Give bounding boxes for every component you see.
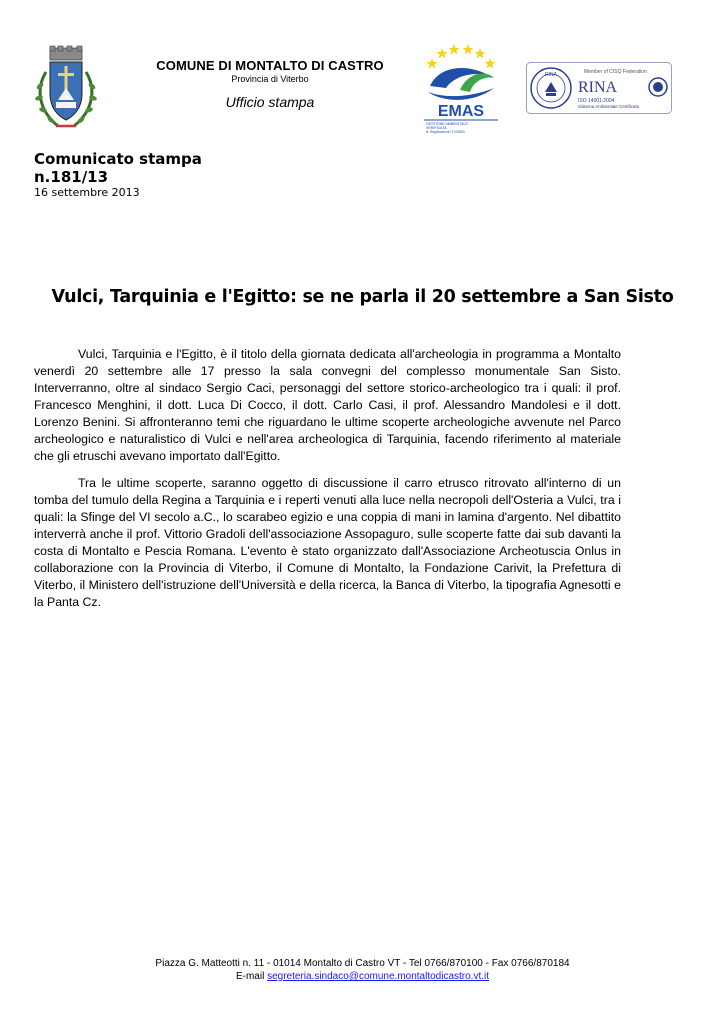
- comunicato-title: Comunicato stampa: [34, 150, 202, 168]
- rina-brand-text: RINA: [578, 79, 618, 96]
- footer-address: Piazza G. Matteotti n. 11 - 01014 Montalto di Castro VT - Tel 0766/870100 - Fax 0766/870184: [155, 958, 570, 969]
- footer-email-label: E-mail: [235, 971, 265, 982]
- rina-member-text: Member of CISQ Federation: [584, 69, 647, 75]
- headline-text: Vulci, Tarquinia e l'Egitto: se ne parla il 20 settembre a San Sisto: [51, 287, 674, 307]
- provincia-name: Provincia di Viterbo: [231, 74, 309, 84]
- comunicato-date: 16 settembre 2013: [34, 186, 140, 199]
- body-paragraph-2: [34, 475, 621, 611]
- footer-email-line: [0, 970, 725, 983]
- comune-name: COMUNE DI MONTALTO DI CASTRO: [156, 58, 384, 73]
- paragraph-text: Vulci, Tarquinia e l'Egitto, è il titolo della giornata dedicata all'archeologia in programma a Montalto venerdì 20 settembre alle 17 presso la sala convegni del complesso monumentale San Sisto. Interverranno, oltre al sindaco Sergio Caci, personaggi del settore storico-archeologico tra i quali: il prof. Francesco Menghini, il dott. Luca Di Cocco, il dott. Carlo Casi, il prof. Alessandro Mandolesi e il dott. Lorenzo Benini. Si affronteranno temi che riguardano le ultime scoperte archeologiche avvenute nel Parco archeologico e naturalistico di Vulci e nell'area archeologica di Tarquinia, facendo riferimento al materiale che gli etruschi avevano importato dall'Egitto.: [34, 347, 621, 463]
- press-release-headline: [0, 287, 725, 307]
- footer-email-link[interactable]: segreteria.sindaco@comune.montaltodicastro.vt.it: [267, 971, 490, 982]
- emas-logo-icon: [420, 42, 502, 134]
- comunicato-heading: [34, 150, 202, 186]
- body-paragraph-1: [34, 346, 621, 465]
- ufficio-stampa-label: Ufficio stampa: [225, 94, 315, 110]
- municipal-crest-icon: [32, 44, 100, 136]
- rina-iso-text: ISO 14001:2004: [578, 98, 615, 104]
- emas-caption-2: VERIFICATA: [426, 126, 447, 130]
- header-institution-block: [140, 58, 400, 110]
- comunicato-number: n.181/13: [34, 168, 109, 186]
- page-footer: [0, 957, 725, 983]
- emas-caption-3: N. Registrazione IT-000000: [426, 130, 465, 134]
- rina-iso-subtext: Sistema Ambientale Certificato: [578, 104, 640, 109]
- rina-seal-text: RINA: [545, 72, 557, 78]
- paragraph-text: Tra le ultime scoperte, saranno oggetto di discussione il carro etrusco ritrovato all'interno di un tomba del tumulo della Regina a Tarquinia e i reperti venuti alla luce nella necropoli dell'Osteria a Vulci, tra i quali: la Sfinge del VI secolo a.C., lo scarabeo egizio e una coppia di mani in lamina d'argento. Nel dibattito interverrà anche il prof. Vittorio Gradoli dell'associazione Assopaguro, sulle scoperte fatte dai sub davanti la costa di Montalto e Pescia Romana. L'evento è stato organizzato dall'Associazione Archeotuscia Onlus in collaborazione con la Provincia di Viterbo, il Comune di Montalto, la Fondazione Carivit, la Prefettura di Viterbo, il Ministero dell'istruzione dell'Università e della ricerca, la Banca di Viterbo, la tipografia Agnesotti e la Panta Cz.: [34, 476, 621, 609]
- emas-logo-text: EMAS: [437, 103, 485, 120]
- rina-certification-logo-icon: [526, 62, 672, 114]
- emas-caption-1: GESTIONE AMBIENTALE: [426, 122, 468, 126]
